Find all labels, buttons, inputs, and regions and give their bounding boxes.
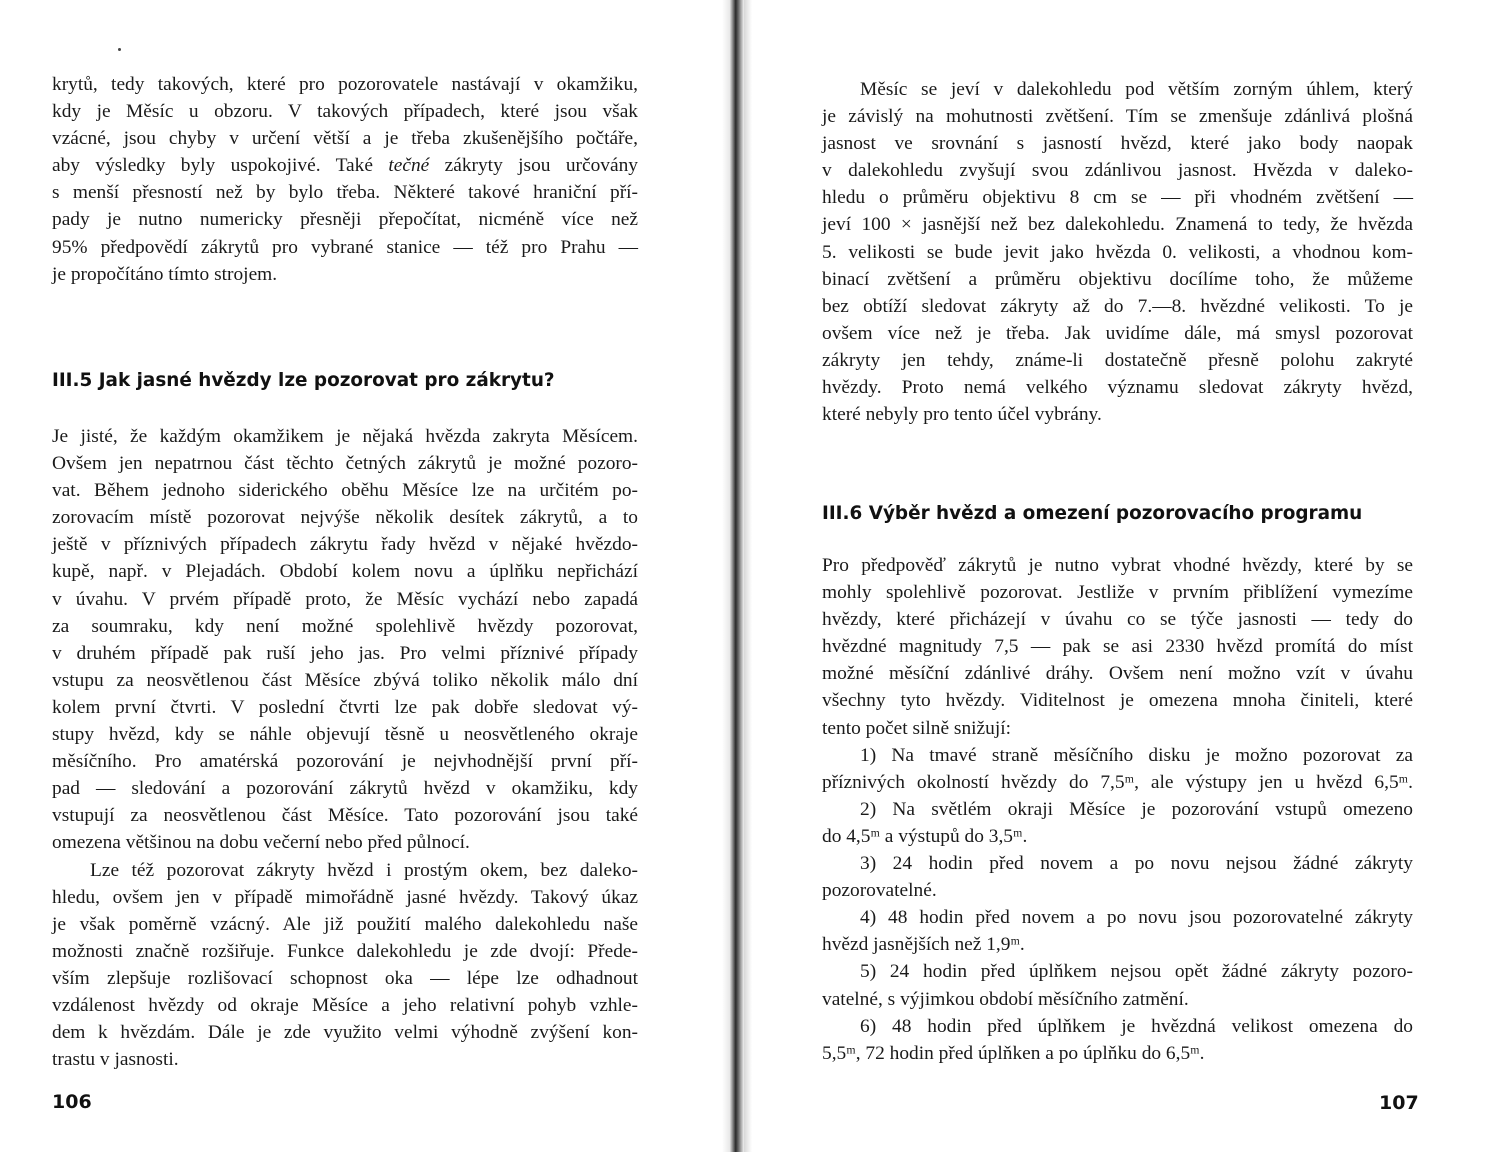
list-item-1: 1) Na tmavé straně měsíčního disku je možno pozorovat za [860, 744, 1413, 766]
text-line: Měsíc se jeví v dalekohledu pod větším zorným úhlem, který [860, 79, 1413, 100]
page-number: 106 [52, 1091, 92, 1113]
text-line: je však poměrně vzácný. Ale již použití malého dalekohledu naše [52, 913, 638, 935]
text-line: je propočítáno tímto strojem. [52, 263, 278, 285]
italic-term: tečné [388, 155, 430, 177]
text-line: hledu, ovšem jen v případě mimořádně jasné hvězdy. Takový úkaz [52, 886, 638, 908]
list-item-2-cont: do 4,5ᵐ a výstupů do 3,5ᵐ. [822, 825, 1028, 847]
list-item-4: 4) 48 hodin před novem a po novu jsou pozorovatelné zákryty [860, 907, 1413, 929]
text-line: hvězdné magnitudy 7,5 — pak se asi 2330 hvězd promítá do míst [822, 636, 1413, 658]
text-line: za soumraku, kdy není možné spolehlivě hvězdy pozorovat, [52, 615, 638, 637]
text-line: mohly spolehlivě pozorovat. Jestliže v prvním přiblížení vymezíme [822, 582, 1413, 604]
text-line: vzdálenost hvězdy od okraje Měsíce a jeho relativní pohyb vzhle- [52, 994, 638, 1016]
left-paragraph-2 [52, 423, 638, 1073]
text-line: ovšem více než je třeba. Jak uvidíme dále, má smysl pozorovat [822, 322, 1413, 344]
text-line: 95% předpovědí zákrytů pro vybrané stanice — též pro Prahu — [52, 236, 638, 258]
text-line: trastu v jasnosti. [52, 1049, 179, 1071]
text-line: krytů, tedy takových, které pro pozorovatele nastávají v okamžiku, [52, 74, 638, 95]
paper-speck [118, 48, 121, 51]
text-line: ještě v příznivých případech zákrytu řady hvězd v nějaké hvězdo- [52, 534, 638, 556]
text-line: hvězdy. Proto nemá velkého významu sledovat zákryty hvězd, [822, 377, 1413, 399]
text-line: omezena většinou na dobu večerní nebo před půlnocí. [52, 832, 470, 854]
list-item-1-cont: příznivých okolností hvězdy do 7,5ᵐ, ale výstupy jen u hvězd 6,5ᵐ. [822, 771, 1413, 793]
right-page [737, 0, 1506, 1152]
section-heading: III.5 Jak jasné hvězdy lze pozorovat pro zákrytu? [52, 370, 555, 391]
section-heading: III.6 Výběr hvězd a omezení pozorovacího programu [822, 503, 1363, 524]
text-line: 5. velikosti se bude jevit jako hvězda 0. velikosti, a vhodnou kom- [822, 241, 1413, 263]
list-item-6-cont: 5,5ᵐ, 72 hodin před úplňken a po úplňku do 6,5ᵐ. [822, 1042, 1205, 1064]
text-line: v dalekohledu zvyšují svou zdánlivou jasnost. Hvězda v daleko- [822, 160, 1413, 182]
list-item-5: 5) 24 hodin před úplňkem nejsou opět žádné zákryty pozoro- [860, 961, 1413, 983]
text-line: Lze též pozorovat zákryty hvězd i prostým okem, bez daleko- [90, 859, 638, 881]
text-line: všechny tyto hvězdy. Viditelnost je omezena mnoha činiteli, které [822, 690, 1413, 712]
text-line: binací zvětšení a průměru objektivu docílíme toho, že můžeme [822, 268, 1413, 290]
text-line: v druhém případě pak ruší jeho jas. Pro velmi příznivé případy [52, 642, 638, 664]
text-line: možné měsíční zdánlivé dráhy. Ovšem není možno vzít v úvahu [822, 663, 1413, 685]
text-line: vzácné, jsou chyby v určení větší a je třeba zkušenějšího počtáře, [52, 128, 638, 150]
text-line: zorovacím místě pozorovat nejvýše několik desítek zákrytů, a to [52, 507, 638, 529]
list-item-6: 6) 48 hodin před úplňkem je hvězdná velikost omezena do [860, 1015, 1413, 1037]
text-line: zákryty jen tehdy, známe-li dostatečně přesně polohu zakryté [822, 349, 1413, 371]
text-line: které nebyly pro tento účel vybrány. [822, 404, 1102, 426]
text-line: stupy hvězd, kdy se náhle objevují těsně u neosvětleného okraje [52, 724, 638, 746]
text-line: Ovšem jen nepatrnou část těchto četných zákrytů je možné pozoro- [52, 453, 638, 475]
text-line: kdy je Měsíc u obzoru. V takových případech, které jsou však [52, 101, 638, 123]
text-line: kolem první čtvrti. V poslední čtvrti lze pak dobře sledovat vý- [52, 696, 638, 718]
text-line: hvězdy, které přicházejí v úvahu co se týče jasnosti — tedy do [822, 609, 1413, 631]
text-line: vším zlepšuje rozlišovací schopnost oka — lépe lze odhadnout [52, 967, 638, 989]
text-line: jeví 100 × jasnější než bez dalekohledu. Znamená to tedy, že hvězda [822, 214, 1413, 236]
text-line: vat. Během jednoho siderického oběhu Měsíce lze na určitém po- [52, 480, 638, 502]
list-item-3: 3) 24 hodin před novem a po novu nejsou žádné zákryty [860, 853, 1413, 875]
text-line: pady je nutno numericky přesněji přepočítat, nicméně více než [52, 209, 638, 231]
left-paragraph-1 [52, 71, 638, 288]
text-line: Je jisté, že každým okamžikem je nějaká hvězda zakryta Měsícem. [52, 426, 638, 447]
text-line: je závislý na mohutnosti zvětšení. Tím se zmenšuje zdánlivá plošná [822, 106, 1413, 128]
text-line: bez obtíží sledovat zákryty až do 7.—8. hvězdné velikosti. To je [822, 295, 1413, 317]
text-line: vstupují za neosvětlenou část Měsíce. Tato pozorování jsou také [52, 805, 638, 827]
right-paragraph-1 [822, 76, 1413, 428]
text-line: vstupu za neosvětlenou část Měsíce zbývá toliko několik málo dní [52, 669, 638, 691]
text-line: měsíčního. Pro amatérská pozorování je nejvhodnější první pří- [52, 751, 638, 773]
text-line: aby výsledky byly uspokojivé. Také tečné zákryty jsou určovány [52, 155, 638, 177]
text-line: hledu o průměru objektivu 8 cm se — při vhodném zvětšení — [822, 187, 1413, 209]
text-line: kupě, např. v Plejadách. Období kolem novu a úplňku nepřichází [52, 561, 638, 583]
text-line: možnosti značně rozšiřuje. Funkce dalekohledu je zde dvojí: Přede- [52, 940, 638, 962]
list-item-2: 2) Na světlém okraji Měsíce je pozorování vstupů omezeno [860, 798, 1413, 820]
list-item-3-cont: pozorovatelné. [822, 880, 937, 902]
left-page [0, 0, 737, 1152]
right-paragraph-2 [822, 552, 1413, 1067]
text-line: tento počet silně snižují: [822, 717, 1012, 739]
text-line: jasnost ve srovnání s jasností hvězd, které jako body naopak [822, 133, 1413, 155]
text-line: v úvahu. V prvém případě proto, že Měsíc vychází nebo zapadá [52, 588, 638, 610]
text-line: s menší přesností než by bylo třeba. Některé takové hraniční pří- [52, 182, 638, 204]
text-line: pad — sledování a pozorování zákrytů hvězd v okamžiku, kdy [52, 778, 638, 800]
list-item-5-cont: vatelné, s výjimkou období měsíčního zatmění. [822, 988, 1189, 1010]
text-line: dem k hvězdám. Dále je zde využito velmi výhodně zvýšení kon- [52, 1022, 638, 1044]
page-number: 107 [1379, 1092, 1419, 1114]
text-line: Pro předpověď zákrytů je nutno vybrat vhodné hvězdy, které by se [822, 555, 1413, 576]
list-item-4-cont: hvězd jasnějších než 1,9ᵐ. [822, 934, 1025, 956]
